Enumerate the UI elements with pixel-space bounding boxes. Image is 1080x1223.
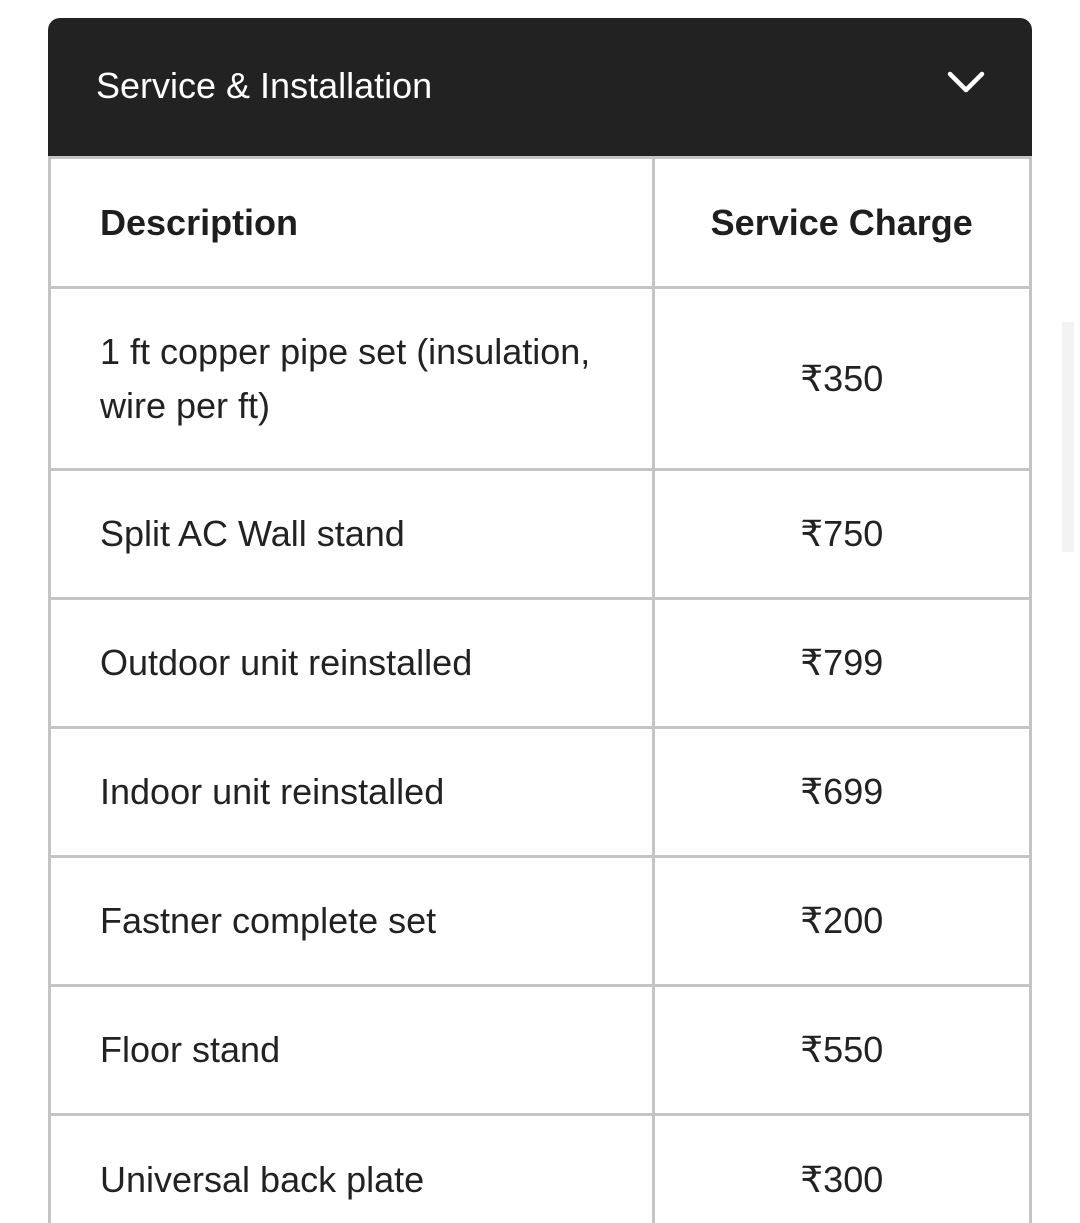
table-row — [51, 470, 1029, 599]
row-charge: ₹300 — [653, 1115, 1029, 1223]
row-description: Universal back plate — [51, 1115, 653, 1223]
accordion-header-service-installation[interactable] — [48, 18, 1032, 156]
row-description: Outdoor unit reinstalled — [51, 599, 653, 728]
row-charge: ₹550 — [653, 986, 1029, 1115]
table-row — [51, 728, 1029, 857]
table-row — [51, 857, 1029, 986]
table-row — [51, 986, 1029, 1115]
column-header-service-charge: Service Charge — [653, 158, 1029, 288]
scrollbar-track[interactable] — [1062, 322, 1074, 552]
table-row — [51, 1115, 1029, 1223]
accordion-title: Service & Installation — [96, 65, 433, 106]
row-description: Floor stand — [51, 986, 653, 1115]
table-row — [51, 288, 1029, 470]
row-charge: ₹699 — [653, 728, 1029, 857]
row-description: 1 ft copper pipe set (insulation, wire per ft) — [51, 288, 653, 470]
table-header-row — [51, 158, 1029, 288]
row-charge: ₹350 — [653, 288, 1029, 470]
row-description: Fastner complete set — [51, 857, 653, 986]
row-charge: ₹750 — [653, 470, 1029, 599]
row-description: Split AC Wall stand — [51, 470, 653, 599]
row-charge: ₹200 — [653, 857, 1029, 986]
row-description: Indoor unit reinstalled — [51, 728, 653, 857]
service-charge-table — [48, 156, 1032, 1223]
column-header-description: Description — [51, 158, 653, 288]
row-charge: ₹799 — [653, 599, 1029, 728]
table-row — [51, 599, 1029, 728]
chevron-down-icon[interactable] — [946, 62, 986, 102]
